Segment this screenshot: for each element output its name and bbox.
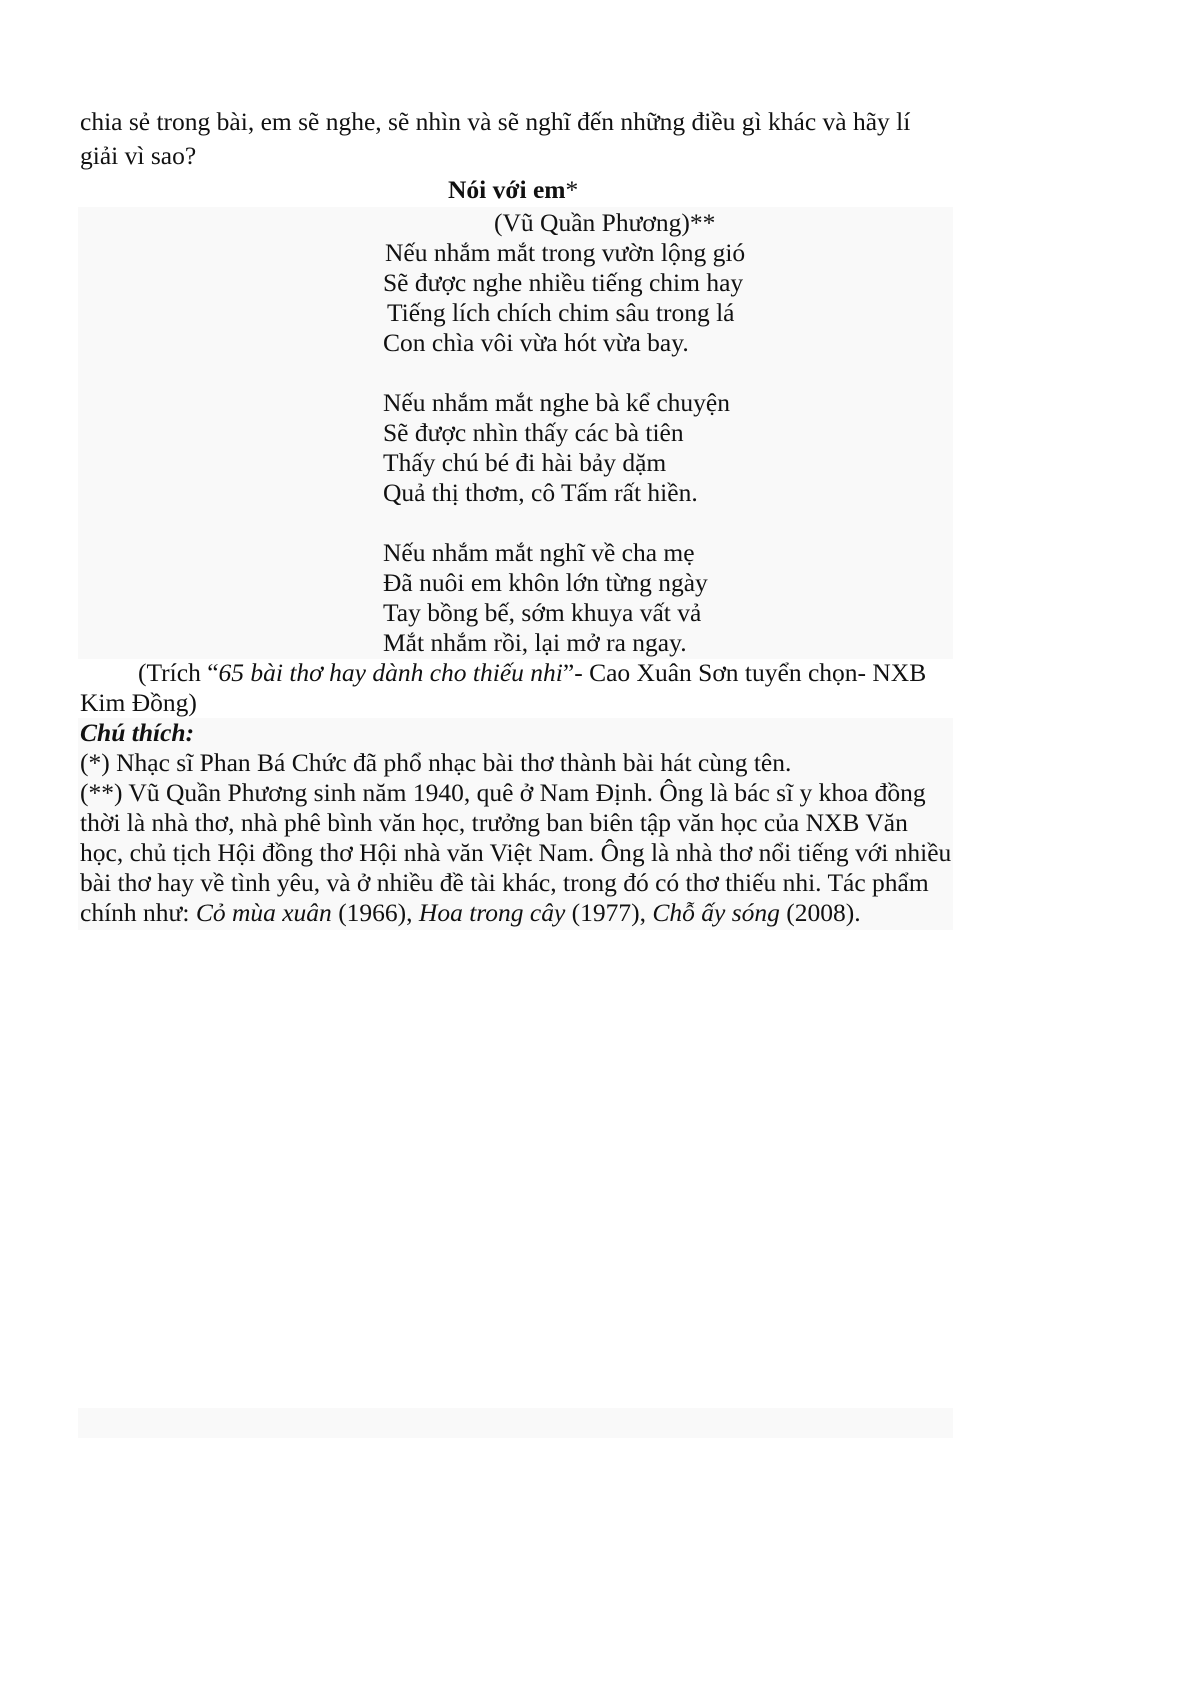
stanza-1-line-2: Sẽ được nghe nhiều tiếng chim hay — [383, 268, 744, 297]
work-year-2: (1977), — [565, 898, 653, 927]
note-2-line-3: học, chủ tịch Hội đồng thơ Hội nhà văn Việt Nam. Ông là nhà thơ nổi tiếng với nhiều — [80, 838, 952, 867]
poem-title-mark: * — [565, 175, 579, 204]
source-prefix: (Trích “ — [138, 658, 219, 687]
stanza-1-line-4: Con chìa vôi vừa hót vừa bay. — [383, 328, 689, 357]
stanza-2-line-4: Quả thị thơm, cô Tấm rất hiền. — [383, 478, 698, 507]
stanza-3-line-3: Tay bồng bế, sớm khuya vất vả — [383, 598, 702, 627]
poem-title-text: Nói với em — [448, 175, 566, 204]
note-2-line-2: thời là nhà thơ, nhà phê bình văn học, trưởng ban biên tập văn học của NXB Văn — [80, 808, 908, 837]
stanza-1-line-1: Nếu nhắm mắt trong vườn lộng gió — [385, 238, 746, 267]
work-title-1: Cỏ mùa xuân — [195, 898, 332, 927]
footer-shade — [78, 1408, 953, 1438]
source-citation — [138, 657, 926, 689]
note-2-works — [80, 897, 861, 929]
stanza-3-line-1: Nếu nhắm mắt nghĩ về cha mẹ — [383, 538, 695, 567]
stanza-3-line-4: Mắt nhắm rồi, lại mở ra ngay. — [383, 628, 687, 657]
work-title-2: Hoa trong cây — [418, 898, 566, 927]
poem-author: (Vũ Quần Phương)** — [494, 208, 716, 237]
stanza-3-line-2: Đã nuôi em khôn lớn từng ngày — [383, 568, 708, 597]
works-prefix: chính như: — [80, 898, 196, 927]
stanza-1-line-3: Tiếng lích chích chim sâu trong lá — [387, 298, 735, 327]
work-year-3: (2008). — [779, 898, 861, 927]
notes-heading: Chú thích: — [80, 718, 195, 747]
work-title-3: Chỗ ấy sóng — [652, 898, 780, 927]
stanza-2-line-3: Thấy chú bé đi hài bảy dặm — [383, 448, 667, 477]
intro-line-2: giải vì sao? — [80, 141, 197, 170]
source-citation-line-2: Kim Đồng) — [80, 688, 197, 717]
note-2-line-1: (**) Vũ Quần Phương sinh năm 1940, quê ở Nam Định. Ông là bác sĩ y khoa đồng — [80, 778, 926, 807]
poem-title — [448, 174, 578, 206]
stanza-2-line-1: Nếu nhắm mắt nghe bà kể chuyện — [383, 388, 730, 417]
note-2-line-4: bài thơ hay về tình yêu, và ở nhiều đề tài khác, trong đó có thơ thiếu nhi. Tác phẩm — [80, 868, 929, 897]
intro-line-1: chia sẻ trong bài, em sẽ nghe, sẽ nhìn và sẽ nghĩ đến những điều gì khác và hãy lí — [80, 107, 911, 136]
source-suffix: ”- Cao Xuân Sơn tuyển chọn- NXB — [562, 658, 927, 687]
note-1: (*) Nhạc sĩ Phan Bá Chức đã phổ nhạc bài thơ thành bài hát cùng tên. — [80, 748, 792, 777]
stanza-2-line-2: Sẽ được nhìn thấy các bà tiên — [383, 418, 684, 447]
source-book-title: 65 bài thơ hay dành cho thiếu nhi — [218, 658, 563, 687]
work-year-1: (1966), — [331, 898, 419, 927]
